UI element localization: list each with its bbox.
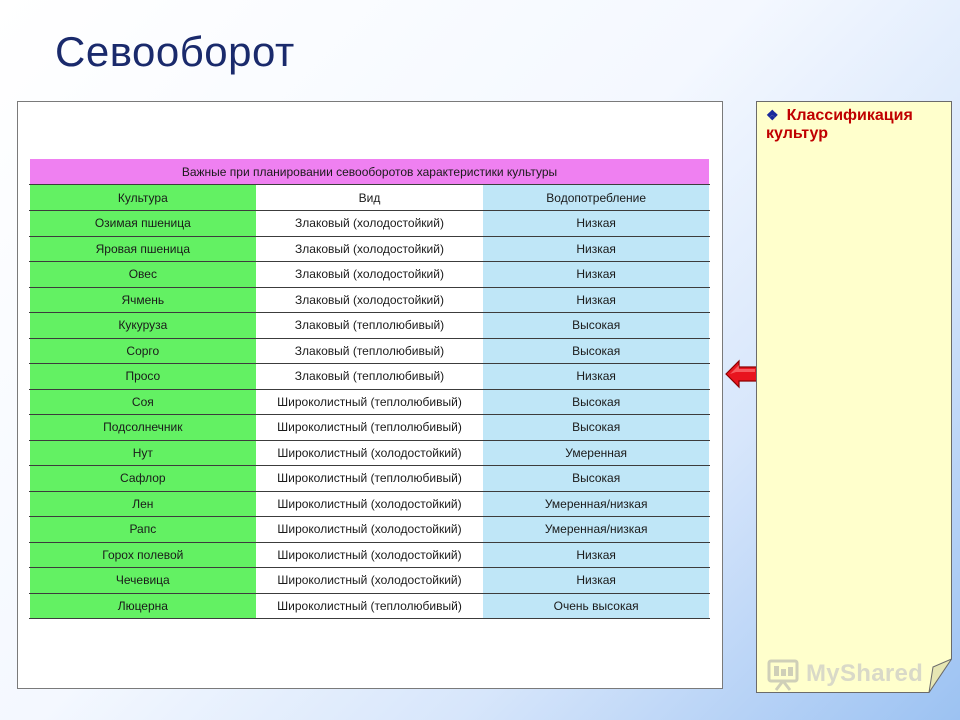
cell-water: Умеренная/низкая	[483, 491, 710, 517]
cell-type: Злаковый (холодостойкий)	[256, 262, 483, 288]
table-caption: Важные при планировании севооборотов характеристики культуры	[30, 159, 710, 185]
cell-water: Высокая	[483, 415, 710, 441]
table-row	[30, 338, 710, 364]
cell-crop: Рапс	[30, 517, 257, 543]
cell-water: Очень высокая	[483, 593, 710, 619]
cell-type: Злаковый (теплолюбивый)	[256, 364, 483, 390]
cell-water: Высокая	[483, 313, 710, 339]
cell-crop: Просо	[30, 364, 257, 390]
note-text-block	[766, 106, 956, 143]
table-row	[30, 517, 710, 543]
slide-title: Севооборот	[55, 28, 295, 75]
cell-crop: Ячмень	[30, 287, 257, 313]
watermark-text: MyShared	[806, 660, 924, 687]
cell-water: Умеренная	[483, 440, 710, 466]
cell-type: Широколистный (теплолюбивый)	[256, 466, 483, 492]
cell-crop: Сафлор	[30, 466, 257, 492]
cell-crop: Сорго	[30, 338, 257, 364]
table-row	[30, 389, 710, 415]
cell-type: Злаковый (холодостойкий)	[256, 236, 483, 262]
table-row	[30, 313, 710, 339]
presentation-board-icon	[766, 657, 802, 691]
table-panel	[17, 101, 723, 689]
table-row	[30, 211, 710, 237]
note-label: Классификация культур	[766, 107, 913, 142]
table-row	[30, 491, 710, 517]
cell-crop: Нут	[30, 440, 257, 466]
cell-water: Низкая	[483, 568, 710, 594]
header-crop: Культура	[30, 185, 257, 211]
table-row	[30, 542, 710, 568]
table-row	[30, 262, 710, 288]
cell-water: Низкая	[483, 211, 710, 237]
cell-type: Широколистный (холодостойкий)	[256, 542, 483, 568]
note-card	[756, 101, 952, 693]
cell-crop: Овес	[30, 262, 257, 288]
cell-water: Высокая	[483, 338, 710, 364]
header-water: Водопотребление	[483, 185, 710, 211]
cell-water: Низкая	[483, 542, 710, 568]
cell-type: Злаковый (теплолюбивый)	[256, 313, 483, 339]
left-arrow-icon[interactable]	[724, 359, 758, 389]
cell-type: Широколистный (теплолюбивый)	[256, 593, 483, 619]
cell-water: Низкая	[483, 287, 710, 313]
table-row	[30, 440, 710, 466]
cell-water: Низкая	[483, 262, 710, 288]
cell-water: Низкая	[483, 236, 710, 262]
cell-type: Широколистный (холодостойкий)	[256, 440, 483, 466]
cell-type: Широколистный (теплолюбивый)	[256, 415, 483, 441]
table-row	[30, 568, 710, 594]
cell-type: Широколистный (холодостойкий)	[256, 491, 483, 517]
cell-crop: Горох полевой	[30, 542, 257, 568]
table-body	[30, 211, 710, 619]
cell-crop: Подсолнечник	[30, 415, 257, 441]
cell-crop: Чечевица	[30, 568, 257, 594]
header-type: Вид	[256, 185, 483, 211]
table-row	[30, 466, 710, 492]
table-row	[30, 364, 710, 390]
cell-crop: Кукуруза	[30, 313, 257, 339]
cell-type: Широколистный (холодостойкий)	[256, 568, 483, 594]
crop-table	[29, 158, 710, 619]
cell-type: Злаковый (теплолюбивый)	[256, 338, 483, 364]
cell-water: Высокая	[483, 466, 710, 492]
cell-type: Широколистный (холодостойкий)	[256, 517, 483, 543]
cell-crop: Яровая пшеница	[30, 236, 257, 262]
cell-crop: Люцерна	[30, 593, 257, 619]
table-row	[30, 415, 710, 441]
cell-crop: Соя	[30, 389, 257, 415]
diamond-bullet-icon: ❖	[766, 107, 779, 123]
cell-crop: Озимая пшеница	[30, 211, 257, 237]
cell-type: Злаковый (холодостойкий)	[256, 287, 483, 313]
cell-crop: Лен	[30, 491, 257, 517]
watermark	[766, 656, 923, 692]
table-row	[30, 236, 710, 262]
cell-water: Умеренная/низкая	[483, 517, 710, 543]
table-row	[30, 287, 710, 313]
cell-type: Злаковый (холодостойкий)	[256, 211, 483, 237]
cell-type: Широколистный (теплолюбивый)	[256, 389, 483, 415]
table-row	[30, 593, 710, 619]
cell-water: Низкая	[483, 364, 710, 390]
cell-water: Высокая	[483, 389, 710, 415]
